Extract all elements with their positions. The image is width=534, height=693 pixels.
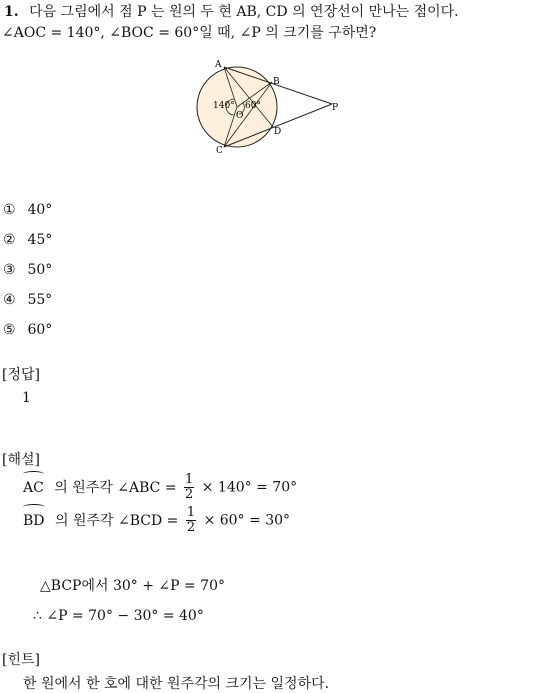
fraction-denominator: 2	[185, 487, 194, 502]
choice-5[interactable]	[3, 321, 52, 339]
label-b: B	[273, 77, 280, 87]
hint-heading: [힌트]	[2, 652, 40, 668]
label-c: C	[216, 146, 223, 156]
fraction-half-2	[186, 506, 196, 535]
question-line	[4, 3, 459, 21]
choice-4-text: 55°	[27, 292, 53, 308]
answer-heading: [정답]	[2, 367, 40, 383]
question-given: ∠AOC = 140°, ∠BOC = 60°일 때, ∠P 의 크기를 구하면?	[2, 25, 377, 41]
choice-1[interactable]	[3, 201, 52, 219]
question-text: 다음 그림에서 점 P 는 원의 두 현 AB, CD 의 연장선이 만나는 점이다.	[29, 4, 459, 20]
choice-3[interactable]	[3, 261, 52, 279]
choice-1-text: 40°	[27, 202, 53, 218]
question-number: 1.	[4, 4, 19, 20]
arc-bd-symbol: BD	[23, 507, 45, 535]
hint-text: 한 원에서 한 호에 대한 원주각의 크기는 일정하다.	[23, 676, 330, 692]
explanation-line-1-rest: × 140° = 70°	[201, 479, 298, 496]
fraction-numerator: 1	[186, 505, 196, 520]
choice-1-mark: ①	[3, 202, 16, 218]
label-d: D	[274, 127, 282, 137]
explanation-heading: [해설]	[2, 452, 40, 468]
choice-3-text: 50°	[27, 262, 53, 278]
angle-label-140: 140°	[213, 101, 235, 111]
arc-ac-symbol: AC	[23, 474, 44, 502]
choice-2-text: 45°	[27, 232, 53, 248]
choice-5-mark: ⑤	[3, 322, 16, 338]
choice-5-text: 60°	[27, 322, 53, 338]
choice-2-mark: ②	[3, 232, 16, 248]
choice-4-mark: ④	[3, 292, 16, 308]
choice-4[interactable]	[3, 291, 52, 309]
fraction-half-1	[184, 473, 194, 502]
choice-2[interactable]	[3, 231, 52, 249]
explanation-line-2	[23, 506, 290, 535]
label-o: O	[236, 111, 244, 121]
explanation-line-2-rest: × 60° = 30°	[203, 512, 291, 529]
explanation-line-4: ∴ ∠P = 70° − 30° = 40°	[33, 608, 204, 624]
label-a: A	[215, 60, 222, 70]
geometry-figure	[190, 52, 350, 156]
answer-value: 1	[22, 390, 31, 406]
angle-label-60: 60°	[245, 101, 261, 111]
explanation-line-1	[23, 473, 297, 502]
explanation-line-1-middle: 의 원주각 ∠ABC =	[54, 479, 177, 496]
choice-3-mark: ③	[3, 262, 16, 278]
fraction-denominator: 2	[186, 520, 196, 535]
explanation-line-3: △BCP에서 30° + ∠P = 70°	[40, 578, 225, 594]
explanation-line-2-middle: 의 원주각 ∠BCD =	[54, 512, 179, 529]
fraction-numerator: 1	[185, 472, 194, 487]
label-p: P	[332, 103, 339, 113]
